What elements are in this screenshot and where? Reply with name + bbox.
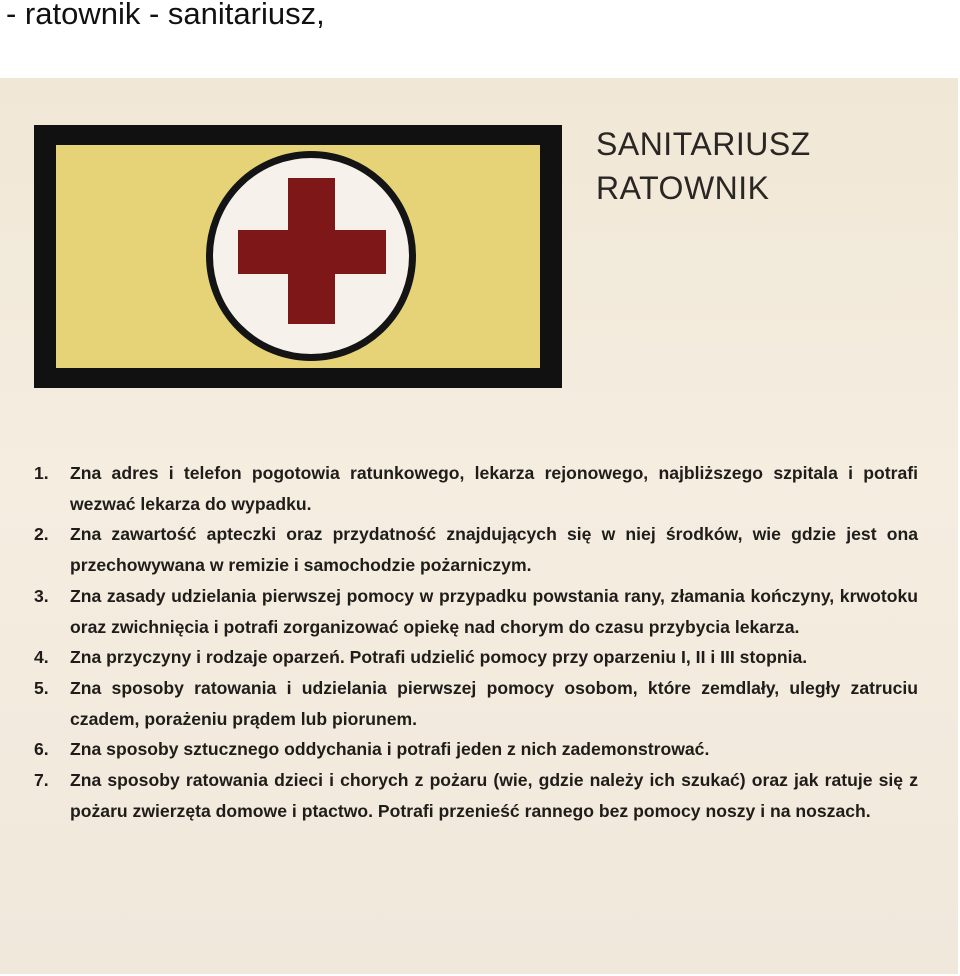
list-item	[34, 458, 918, 519]
item-number: 3.	[34, 585, 49, 606]
badge-title-line-2: RATOWNIK	[596, 170, 770, 206]
badge-patch	[34, 125, 562, 388]
red-cross-icon	[206, 151, 416, 361]
item-text: Zna sposoby ratowania dzieci i chorych z pożaru (wie, gdzie należy ich szukać) oraz jak ratuje się z pożaru zwierzęta domowe i ptactwo. Potrafi przenieść rannego bez pomocy noszy i na noszach.	[70, 770, 918, 821]
item-text: Zna przyczyny i rodzaje oparzeń. Potrafi udzielić pomocy przy oparzeniu I, II i III stopnia.	[70, 647, 808, 668]
requirements-list	[34, 458, 918, 826]
item-text: Zna sposoby sztucznego oddychania i potrafi jeden z nich zademonstrować.	[70, 739, 710, 760]
item-text: Zna adres i telefon pogotowia ratunkowego, lekarza rejonowego, najbliższego szpitala i potrafi wezwać lekarza do wypadku.	[70, 463, 918, 514]
cross-horizontal-bar	[238, 230, 386, 274]
item-text: Zna zasady udzielania pierwszej pomocy w przypadku powstania rany, złamania kończyny, krwotoku oraz zwichnięcia i potrafi zorganizować opiekę nad chorym do czasu przybycia lekarza.	[70, 585, 918, 637]
item-text: Zna sposoby ratowania i udzielania pierwszej pomocy osobom, które zemdlały, uległy zatruciu czadem, porażeniu prądem lub piorunem.	[70, 677, 918, 729]
page-title: - ratownik - sanitariusz,	[6, 0, 325, 31]
badge-title	[596, 122, 811, 210]
list-item	[34, 519, 918, 580]
item-number: 1.	[34, 463, 49, 483]
item-number: 2.	[34, 524, 49, 545]
list-item	[34, 765, 918, 826]
badge-title-line-1: SANITARIUSZ	[596, 126, 811, 162]
list-item	[34, 581, 918, 642]
badge-field	[56, 145, 540, 368]
list-item	[34, 734, 918, 765]
item-text: Zna zawartość apteczki oraz przydatność znajdujących się w niej środków, wie gdzie jest ona przechowywana w remizie i samochodzie pożarniczym.	[70, 524, 918, 576]
badge-card	[0, 78, 958, 974]
item-number: 4.	[34, 647, 49, 668]
item-number: 5.	[34, 677, 49, 698]
list-item	[34, 673, 918, 734]
list-item	[34, 642, 918, 673]
item-number: 6.	[34, 739, 49, 760]
item-number: 7.	[34, 770, 49, 791]
